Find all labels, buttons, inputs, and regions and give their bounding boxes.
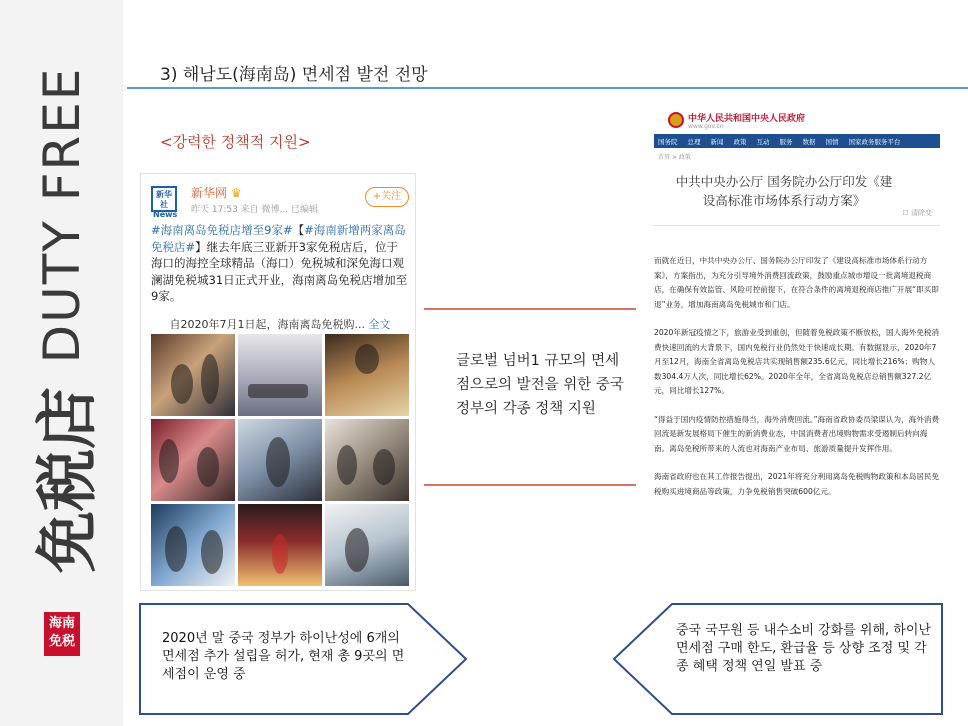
gov-nav-item: 新闻	[710, 137, 724, 146]
store-photo	[151, 334, 235, 416]
title-rule	[127, 87, 968, 89]
store-photo	[325, 504, 409, 586]
callout-left-text: 2020년 말 중국 정부가 하이난성에 6개의 면세점 추가 설립을 허가, 현재 총 9곳의 면세점이 운영 중	[162, 631, 405, 682]
photo-grid	[151, 334, 409, 586]
gov-nav-item: 政策	[733, 137, 747, 146]
policy-support-summary: 글로벌 넘버1 규모의 면세점으로의 발전을 위한 중국정부의 각종 정책 지원	[456, 353, 624, 417]
store-photo	[238, 334, 322, 416]
gov-paragraph: 而就在近日，中共中央办公厅、国务院办公厅印发了《建设高标准市场体系行动方案》，方案指出，为充分引导境外消费回流政策，鼓励重点城市增设一批离境退税商店，在确保有效监管、风险可控前提下，在符合条件的离境退税商店推广开展“即买即退”业务，增加海南离岛免税城市和门店。	[654, 256, 939, 309]
callout-right	[610, 600, 944, 718]
gov-paragraph: “得益于国内疫情防控措施得当，海外消费回流。”海南省政协委员梁谋认为，海外消费回流是新发展格局下催生的新消费业态，中国消费者出境购物需求受遏制后转向海南。离岛免税所带来的人流也对海南产业布局、旅游质量提升发挥作用。	[654, 414, 940, 453]
caption-text: 自2020年7月1日起，海南离岛免税购...	[169, 318, 365, 331]
gov-breadcrumb: 首页 > 政策	[658, 154, 691, 161]
separator-line-top	[424, 308, 636, 310]
store-photo	[238, 504, 322, 586]
weibo-body: 】继去年底三亚新开3家免税店后，位于海口的海控全球精品（海口）免税城和深免海口观澜湖免税城31日正式开业，海南离岛免税店增加至9家。	[151, 239, 408, 303]
gov-site-url: www.gov.cn	[688, 123, 724, 130]
gov-nav-bar	[654, 134, 940, 148]
follow-button: +关注	[365, 187, 409, 207]
gov-article-body	[654, 254, 940, 513]
weibo-text	[151, 222, 409, 305]
weibo-account-name	[191, 184, 242, 201]
section-heading: <강력한 정책적 지원>	[160, 133, 311, 151]
caption-more-link: 全文	[368, 318, 391, 331]
store-photo	[238, 419, 322, 501]
weibo-caption	[151, 316, 409, 332]
gov-nav-item: 国家政务服务平台	[848, 137, 901, 146]
gov-nav-item: 国务院	[658, 137, 678, 146]
bracket: 【	[292, 223, 305, 237]
gov-share: ☐ 清除变	[902, 209, 932, 217]
gov-paragraph: 海南省政府也在其工作报告提出，2021年将充分利用离岛免税购物政策和本岛居民免税购买进境商品等政策，力争免税销售突破600亿元。	[654, 472, 940, 496]
page-title: 3) 해남도(海南岛) 면세점 발전 전망	[160, 65, 428, 85]
hashtag: #海南新增两家离岛免税店#	[151, 223, 406, 254]
gov-header	[654, 108, 940, 134]
gov-nav-item: 服务	[779, 137, 793, 146]
weibo-post-screenshot	[140, 173, 416, 591]
crown-icon: ♛	[230, 186, 242, 200]
gov-headline-box	[654, 162, 940, 226]
xinhua-avatar: 新华社 News	[151, 186, 177, 212]
gov-headline: 中共中央办公厅 国务院办公厅印发《建设高标准市场体系行动方案》	[675, 174, 893, 208]
gov-paragraph: 2020年新冠疫情之下，旅游业受到重创，但随着免税政策不断放松，国人海外免税消费快速回流的大背景下，国内免税行业仍然处于快速成长期。有数据显示，2020年7月至12月，海南全省离岛免税店共实现销售额235.6亿元，同比增长216%；购物人数304.4万人次，同比增长62%。2020年全年，全省离岛免税店总销售额327.2亿元，同比增长127%。	[654, 328, 940, 395]
gov-nav-item: 国情	[825, 137, 839, 146]
store-photo	[325, 334, 409, 416]
gov-webpage-screenshot	[654, 108, 940, 590]
national-emblem-icon	[668, 112, 684, 128]
vertical-cn-title: 免税店	[30, 386, 104, 574]
side-band	[0, 0, 123, 726]
hainan-duty-free-logo: 海南 免税	[44, 612, 80, 656]
store-photo	[325, 419, 409, 501]
hashtag: #海南离岛免税店增至9家#	[151, 223, 293, 237]
callout-left	[138, 600, 470, 718]
store-photo	[151, 504, 235, 586]
gov-nav-item: 互动	[756, 137, 770, 146]
gov-site-name: 中华人民共和国中央人民政府	[688, 114, 806, 124]
store-photo	[151, 419, 235, 501]
account-name-text: 新华网	[191, 186, 228, 200]
gov-nav-item: 数据	[802, 137, 816, 146]
gov-nav-item: 总理	[687, 137, 701, 146]
vertical-title: DUTY FREE	[33, 66, 91, 364]
weibo-meta: 昨天 17:53 来自 微博... 已编辑	[191, 205, 318, 215]
callout-right-text: 중국 국무원 등 내수소비 강화를 위해, 하이난 면세점 구매 한도, 환급율 등 상향 조정 및 각 종 혜택 정책 연일 발표 중	[676, 623, 931, 674]
separator-line-bottom	[424, 484, 636, 486]
